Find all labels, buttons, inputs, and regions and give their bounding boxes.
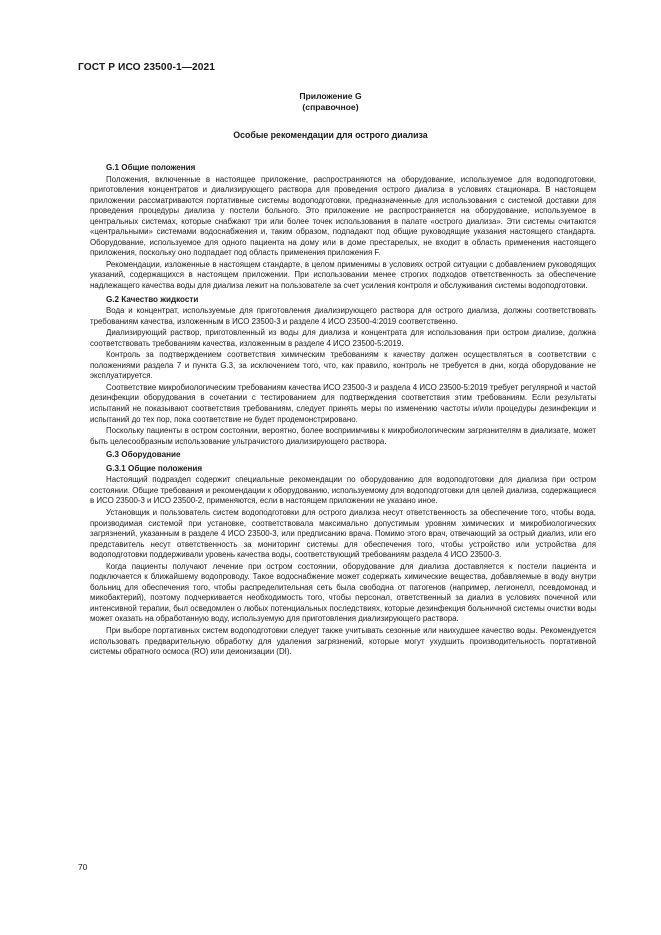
paragraph: Когда пациенты получают лечение при остром состоянии, оборудование для диализа доставляется к постели пациента и подключается к ближайшему водопроводу. Такое водоснабжение может содержать химические вещества, добавляемые в воду внутри больниц для обеспечения того, чтобы распределительная сеть была свободна от патогенов (например, легионелл, псевдомонад и микобактерий), поэтому подчеркивается необходимость того, чтобы персонал, ответственный за диализ в условиях почечной или интенсивной терапии, был осведомлен о любых потенциальных последствиях, которые дезинфекция больничной системы очистки воды может оказать на обработанную воду, используемую для приготовления диализирующего раствора.	[90, 561, 596, 624]
paragraph: Соответствие микробиологическим требованиям качества ИСО 23500-3 и раздела 4 ИСО 23500-5:2019 требует регулярной и частой дезинфекции оборудования в сочетании с тестированием для подтверждения соответствия этим требованиям. Если результаты испытаний не показывают соответствия требованиям, следует принять меры по изменению частоты и/или процедуры дезинфекции и испытаний до тех пор, пока соответствие не будет продемонстрировано.	[90, 382, 596, 424]
section-heading: G.3 Оборудование	[106, 450, 181, 460]
paragraph: Вода и концентрат, используемые для приготовления диализирующего раствора для острого диализа, должны соответствовать требованиям качества, изложенным в ИСО 23500-3 и разделе 4 ИСО 23500-4:2019 соответственно.	[90, 306, 596, 326]
paragraph: Положения, включенные в настоящее приложение, распространяются на оборудование, используемое для водоподготовки, приготовления концентратов и диализирующего раствора для проведения острого диализа в условиях стационара. В настоящем приложении рассматриваются портативные системы водоподготовки, предназначенные для использования с системой доставки для проведения процедуры диализа у постели больного. Это приложение не распространяется на оборудование, используемое в центральных системах, которые снабжают три или более точек использования в палате «острого диализа». Эти системы считаются «центральными» системами водоснабжения и, таким образом, подпадают под общие руководящие указания настоящего стандарта. Оборудование, используемое для одного пациента на дому или в доме престарелых, не входит в область применения настоящего приложения, поскольку оно подпадает под область применения приложения F.	[90, 174, 596, 258]
paragraph: При выборе портативных систем водоподготовки следует также учитывать сезонные или наихудшее качество воды. Рекомендуется использовать предварительную обработку для удаления загрязнений, которые могут ухудшить производительность портативной системы обратного осмоса (RO) или деионизации (DI).	[90, 625, 596, 657]
annex-title: Приложение G	[299, 91, 362, 101]
page-number: 70	[78, 862, 88, 872]
section-heading: G.1 Общие положения	[106, 163, 196, 172]
subsection-heading: G.3.1 Общие положения	[106, 463, 203, 473]
paragraph: Контроль за подтверждением соответствия химическим требованиям к качеству должен осуществляться в соответствии с положениями раздела 7 и пункта G.3, за исключением того, что, как правило, контроль не требуется в дни, когда оборудование не эксплуатируется.	[90, 350, 596, 381]
annex-heading	[0, 91, 661, 112]
paragraph: Настоящий подраздел содержит специальные рекомендации по оборудованию для водоподготовки для диализа при остром состоянии. Общие требования и рекомендации к оборудованию, используемому для водоподготовки для целей диализа, содержащиеся в ИСО 23500-3 и ИСО 23500-2, применяются, если в настоящем приложении не указано иное.	[90, 475, 596, 506]
document-body	[90, 160, 596, 659]
document-title: Особые рекомендации для острого диализа	[233, 130, 428, 140]
paragraph: Рекомендации, изложенные в настоящем стандарте, в целом применимы в условиях острой ситуации с добавлением руководящих указаний, содержащихся в настоящем приложении. При использовании менее строгих подходов ответственность за обеспечение надлежащего качества воды для диализа лежит на пользователе за счет усиления контроля и обслуживания системы водоподготовки.	[90, 259, 596, 291]
paragraph: Установщик и пользователь систем водоподготовки для острого диализа несут ответственность за обеспечение того, чтобы вода, производимая системой при установке, соответствовала максимально допустимым уровням химических и микробиологических загрязнений, указанным в разделе 4 ИСО 23500-3, или предписанию врача. Помимо этого врач, отвечающий за острый диализ, или его представитель несут ответственность за мониторинг системы для обеспечения того, чтобы устройство или устройства для водоподготовки поддерживали уровень качества воды, соответствующий требованиям раздела 4 ИСО 23500-3.	[90, 507, 596, 560]
running-header: ГОСТ Р ИСО 23500-1—2021	[78, 62, 216, 73]
paragraph: Диализирующий раствор, приготовленный из воды для диализа и концентрата для использования при остром диализе, должна соответствовать требованиям качества, изложенным в разделе 4 ИСО 23500-5:2019.	[90, 328, 596, 348]
annex-subtitle: (справочное)	[302, 102, 359, 112]
section-heading: G.2 Качество жидкости	[106, 294, 199, 304]
paragraph: Поскольку пациенты в остром состоянии, вероятно, более восприимчивы к микробиологическим загрязнителям в диализате, может быть целесообразным использование ультрачистого диализирующего раствора.	[90, 426, 596, 446]
